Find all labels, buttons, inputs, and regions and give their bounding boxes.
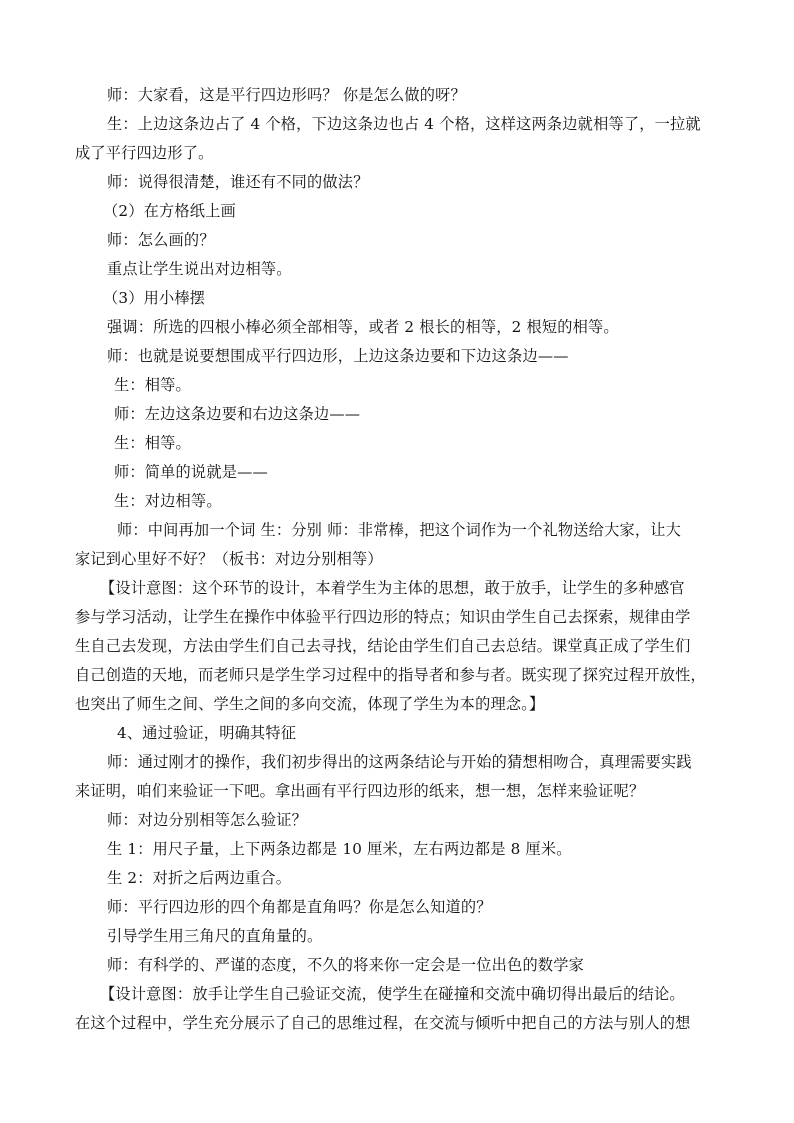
text-line: 生：相等。 xyxy=(114,376,191,394)
text-line: 生 2：对折之后两边重合。 xyxy=(107,869,292,887)
text-line: 成了平行四边形了。 xyxy=(75,144,214,162)
text-line: 家记到心里好不好？（板书：对边分别相等） xyxy=(75,550,383,568)
text-line: 师：中间再加一个词 生：分别 师：非常棒，把这个词作为一个礼物送给大家，让大 xyxy=(117,521,682,539)
text-line: 师：也就是说要想围成平行四边形，上边这条边要和下边这条边—— xyxy=(107,347,569,365)
text-line: 生 1：用尺子量，上下两条边都是 10 厘米，左右两边都是 8 厘米。 xyxy=(107,840,572,858)
text-line: 师：大家看，这是平行四边形吗？ 你是怎么做的呀？ xyxy=(107,86,466,104)
text-line: 也突出了师生之间、学生之间的多向交流，体现了学生为本的理念。】 xyxy=(75,695,545,713)
text-line: 强调：所选的四根小棒必须全部相等，或者 2 根长的相等，2 根短的相等。 xyxy=(107,318,619,336)
text-line: （2）在方格纸上画 xyxy=(103,202,236,220)
text-line: 重点让学生说出对边相等。 xyxy=(107,260,292,278)
text-line: 师：怎么画的？ xyxy=(107,231,215,249)
text-line: 生自己去发现，方法由学生们自己去寻找，结论由学生们自己去总结。课堂真正成了学生们 xyxy=(75,637,691,655)
text-line: 来证明，咱们来验证一下吧。拿出画有平行四边形的纸来，想一想，怎样来验证呢？ xyxy=(75,782,645,800)
text-line: 【设计意图：这个环节的设计，本着学生为主体的思想，敢于放手，让学生的多种感官 xyxy=(100,579,685,597)
text-line: 自己创造的天地，而老师只是学生学习过程中的指导者和参与者。既实现了探究过程开放性， xyxy=(75,666,706,684)
text-line: 生：上边这条边占了 4 个格，下边这条边也占 4 个格，这样这两条边就相等了，一拉就 xyxy=(107,115,701,133)
text-line: 参与学习活动，让学生在操作中体验平行四边形的特点；知识由学生自己去探索，规律由学 xyxy=(75,608,691,626)
text-line: （3）用小棒摆 xyxy=(103,289,206,307)
text-line: 师：说得很清楚，谁还有不同的做法？ xyxy=(107,173,369,191)
text-line: 生：相等。 xyxy=(114,434,191,452)
text-line: 生：对边相等。 xyxy=(114,492,222,510)
text-line: 【设计意图：放手让学生自己验证交流，使学生在碰撞和交流中确切得出最后的结论。 xyxy=(100,985,685,1003)
text-line: 师：通过刚才的操作，我们初步得出的这两条结论与开始的猜想相吻合，真理需要实践 xyxy=(107,753,692,771)
text-line: 在这个过程中，学生充分展示了自己的思维过程，在交流与倾听中把自己的方法与别人的想 xyxy=(75,1014,691,1032)
text-line: 师：对边分别相等怎么验证？ xyxy=(107,811,308,829)
text-line: 师：简单的说就是—— xyxy=(114,463,268,481)
section-heading: 4、通过验证，明确其特征 xyxy=(117,724,297,742)
text-line: 师：有科学的、严谨的态度，不久的将来你一定会是一位出色的数学家 xyxy=(107,956,585,974)
text-line: 引导学生用三角尺的直角量的。 xyxy=(107,927,323,945)
text-line: 师：左边这条边要和右边这条边—— xyxy=(114,405,361,423)
text-line: 师：平行四边形的四个角都是直角吗？你是怎么知道的？ xyxy=(107,898,492,916)
